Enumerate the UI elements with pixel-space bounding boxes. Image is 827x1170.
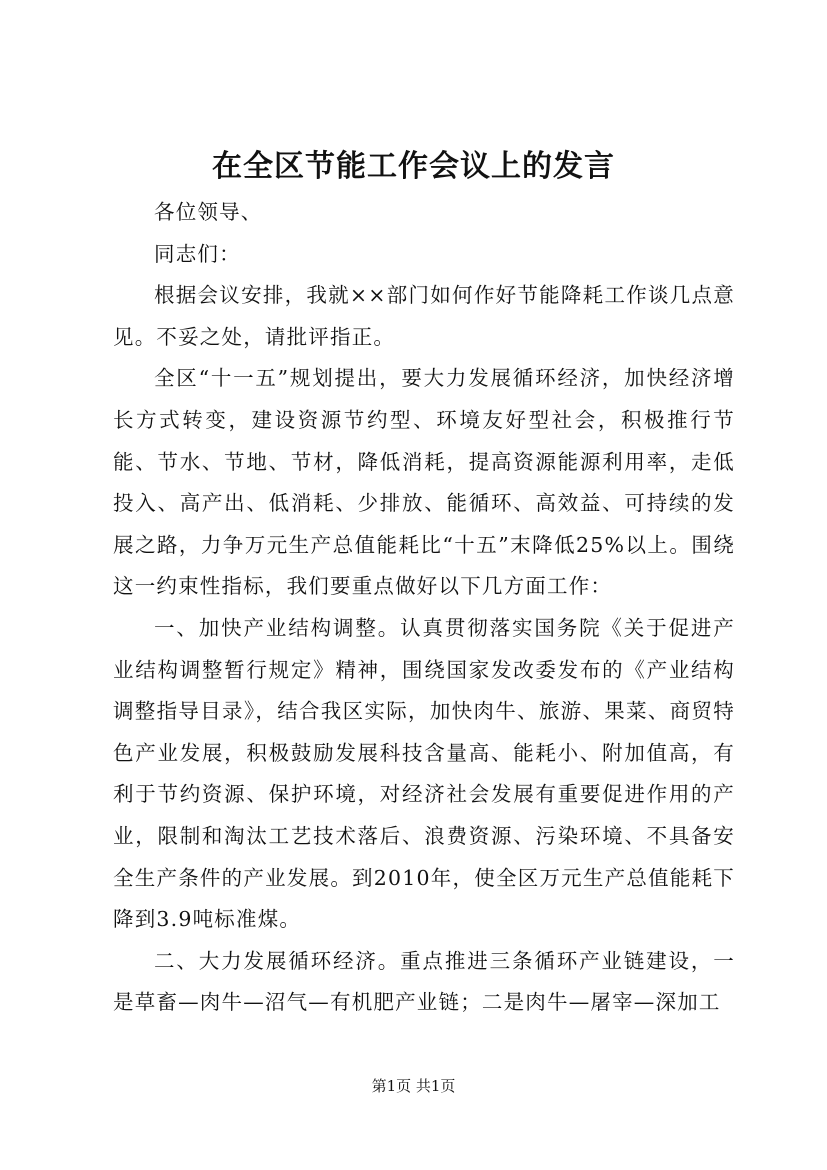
salutation-comrades: 同志们： [154,241,241,266]
paragraph-plan: 全区“十一五”规划提出，要大力发展循环经济，加快经济增长方式转变，建设资源节约型、环境友好型社会，积极推行节能、节水、节地、节材，降低消耗，提高资源能源利用率，走低投入、高产出、低消耗、少排放、能循环、高效益、可持续的发展之路，力争万元生产总值能耗比“十五”末降低25%以上。围绕这一约束性指标，我们要重点做好以下几方面工作： [113,366,735,599]
document-title: 在全区节能工作会议上的发言 [212,149,615,184]
page-footer: 第1页 共1页 [371,1077,456,1095]
paragraph-section-2: 二、大力发展循环经济。重点推进三条循环产业链建设，一是草畜—肉牛—沼气—有机肥产业链；二是肉牛—屠宰—深加工 [113,948,735,1015]
paragraph-intro: 根据会议安排，我就××部门如何作好节能降耗工作谈几点意见。不妥之处，请批评指正。 [113,283,735,349]
paragraph-section-1: 一、加快产业结构调整。认真贯彻落实国务院《关于促进产业结构调整暂行规定》精神，围绕国家发改委发布的《产业结构调整指导目录》，结合我区实际，加快肉牛、旅游、果菜、商贸特色产业发展，积极鼓励发展科技含量高、能耗小、附加值高，有利于节约资源、保护环境，对经济社会发展有重要促进作用的产业，限制和淘汰工艺技术落后、浪费资源、污染环境、不具备安全生产条件的产业发展。到2010年，使全区万元生产总值能耗下降到3.9吨标准煤。 [113,615,735,932]
document-body [113,192,735,1024]
salutation-leaders: 各位领导、 [154,200,263,224]
